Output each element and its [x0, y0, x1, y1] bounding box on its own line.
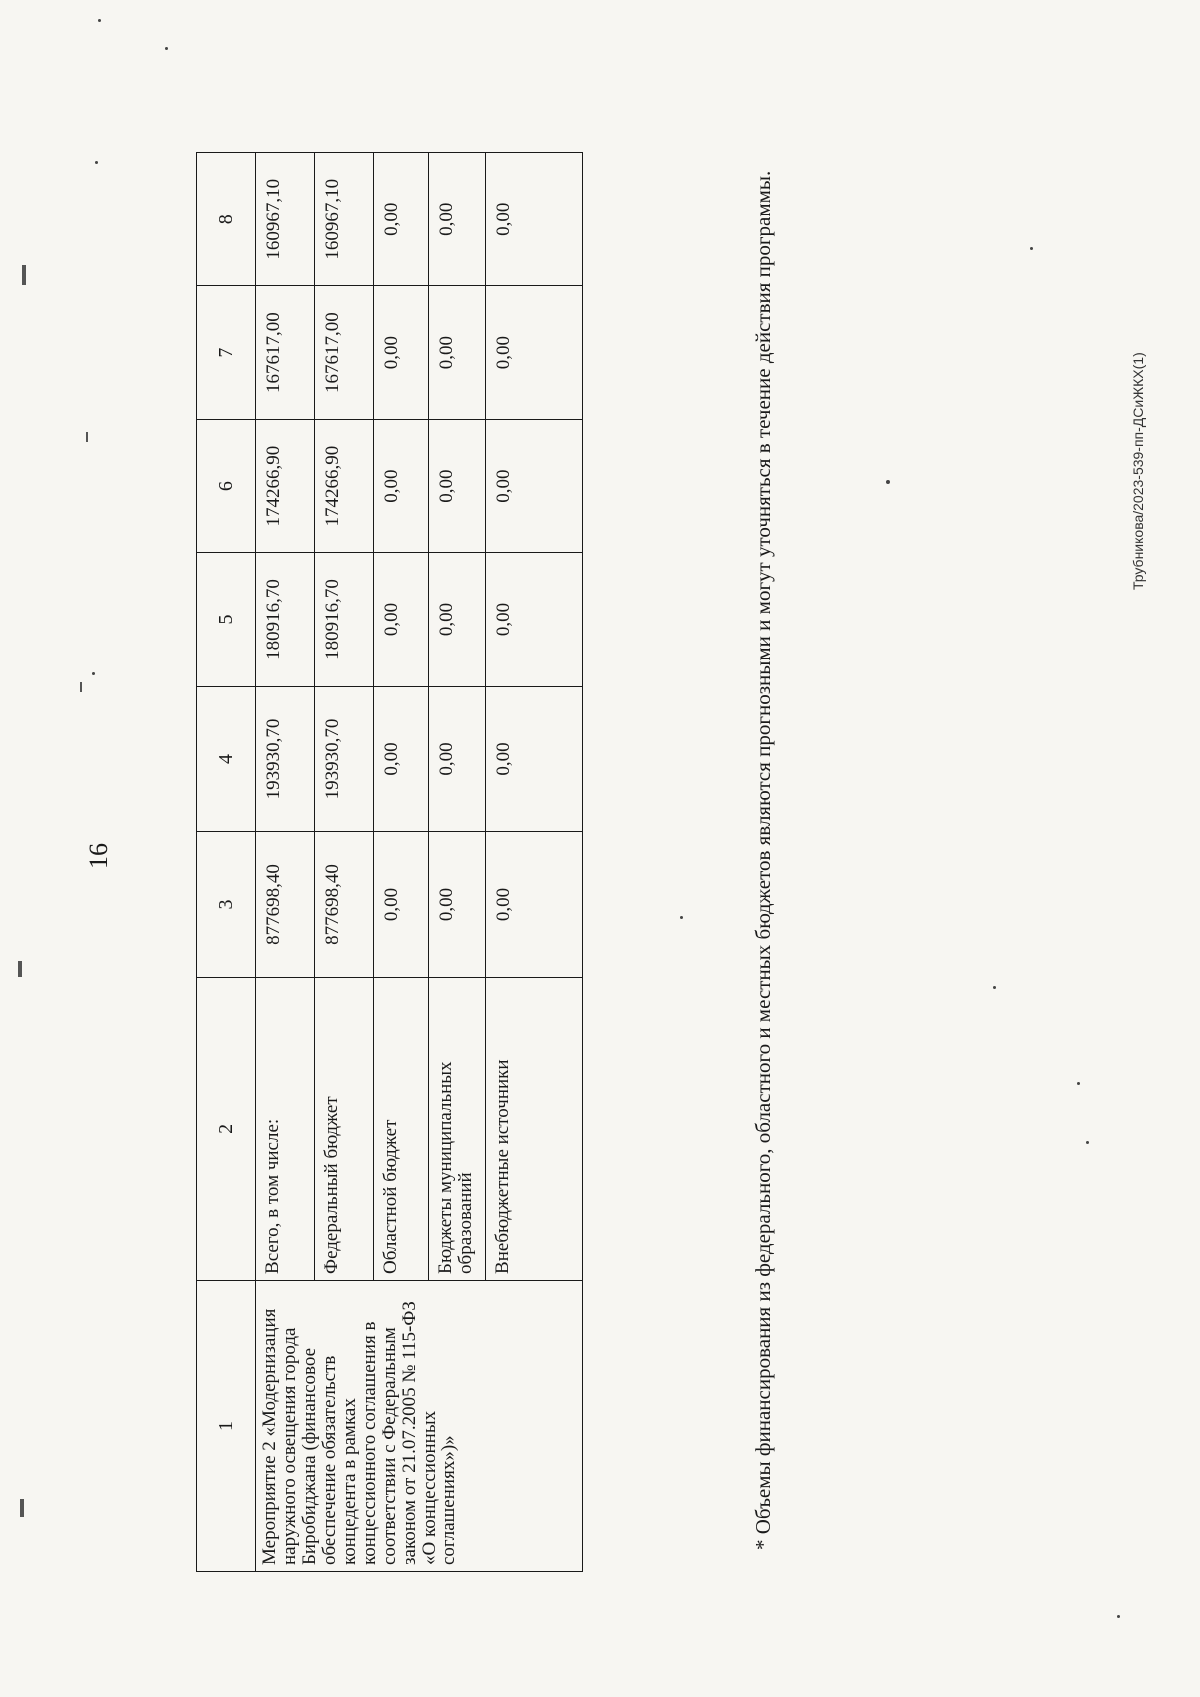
scan-mark: [86, 432, 88, 442]
value-cell: 0,00: [429, 153, 486, 286]
value-cell: 167617,00: [315, 286, 374, 419]
table-row: [256, 153, 315, 1572]
footnote: [748, 152, 779, 1572]
value-cell: 160967,10: [256, 153, 315, 286]
value-cell: 174266,90: [315, 419, 374, 552]
value-cell: 0,00: [429, 686, 486, 832]
scan-speck: [993, 986, 996, 989]
value-cell: 0,00: [486, 286, 583, 419]
value-cell: 0,00: [374, 153, 429, 286]
scan-mark: [22, 265, 26, 285]
funding-source-cell: Всего, в том числе:: [256, 977, 315, 1280]
page-number: 16: [84, 843, 113, 869]
value-cell: 167617,00: [256, 286, 315, 419]
value-cell: 0,00: [486, 686, 583, 832]
document-watermark: Трубникова/2023-539-пп-ДСиЖКХ(1): [1130, 352, 1146, 590]
funding-source-cell: Бюджеты муниципальных образований: [429, 977, 486, 1280]
value-cell: 0,00: [429, 832, 486, 978]
value-cell: 0,00: [429, 553, 486, 686]
scan-mark: [18, 961, 22, 977]
value-cell: 180916,70: [315, 553, 374, 686]
column-header: 7: [197, 286, 256, 419]
column-header: 2: [197, 977, 256, 1280]
value-cell: 0,00: [486, 553, 583, 686]
value-cell: 160967,10: [315, 153, 374, 286]
column-header: 6: [197, 419, 256, 552]
value-cell: 0,00: [429, 419, 486, 552]
scan-speck: [95, 161, 98, 164]
footnote-text: * Объемы финансирования из федерального, областного и местных бюджетов являются прогнозными и могут уточняться в течение действия программы.: [751, 170, 775, 1550]
value-cell: 180916,70: [256, 553, 315, 686]
value-cell: 0,00: [486, 832, 583, 978]
activity-name-cell: Мероприятие 2 «Модернизация наружного освещения города Биробиджана (финансовое обеспечение обязательств концедента в рамках концессионного соглашения в соответствии с Федеральным законом от 21.07.2005 № 115-ФЗ «О концессионных соглашениях»)»: [256, 1280, 583, 1571]
value-cell: 0,00: [374, 419, 429, 552]
scan-speck: [1030, 247, 1033, 250]
value-cell: 0,00: [486, 419, 583, 552]
scan-speck: [886, 480, 890, 484]
table-header-row: [197, 153, 256, 1572]
scan-speck: [1086, 1141, 1089, 1144]
value-cell: 0,00: [374, 286, 429, 419]
value-cell: 193930,70: [256, 686, 315, 832]
value-cell: 0,00: [374, 686, 429, 832]
scan-mark: [20, 1499, 24, 1517]
column-header: 8: [197, 153, 256, 286]
scan-speck: [165, 47, 168, 50]
value-cell: 877698,40: [256, 832, 315, 978]
column-header: 3: [197, 832, 256, 978]
column-header: 5: [197, 553, 256, 686]
scan-speck: [1117, 1615, 1120, 1618]
funding-source-cell: Областной бюджет: [374, 977, 429, 1280]
scan-speck: [1077, 1082, 1080, 1085]
value-cell: 0,00: [374, 553, 429, 686]
scan-mark: [80, 682, 82, 692]
value-cell: 0,00: [374, 832, 429, 978]
scan-speck: [680, 916, 683, 919]
financing-table: [196, 152, 583, 1572]
scan-speck: [98, 19, 101, 22]
value-cell: 877698,40: [315, 832, 374, 978]
column-header: 1: [197, 1280, 256, 1571]
funding-source-cell: Внебюджетные источники: [486, 977, 583, 1280]
value-cell: 0,00: [486, 153, 583, 286]
value-cell: 0,00: [429, 286, 486, 419]
scan-speck: [92, 672, 95, 675]
value-cell: 174266,90: [256, 419, 315, 552]
column-header: 4: [197, 686, 256, 832]
value-cell: 193930,70: [315, 686, 374, 832]
funding-source-cell: Федеральный бюджет: [315, 977, 374, 1280]
